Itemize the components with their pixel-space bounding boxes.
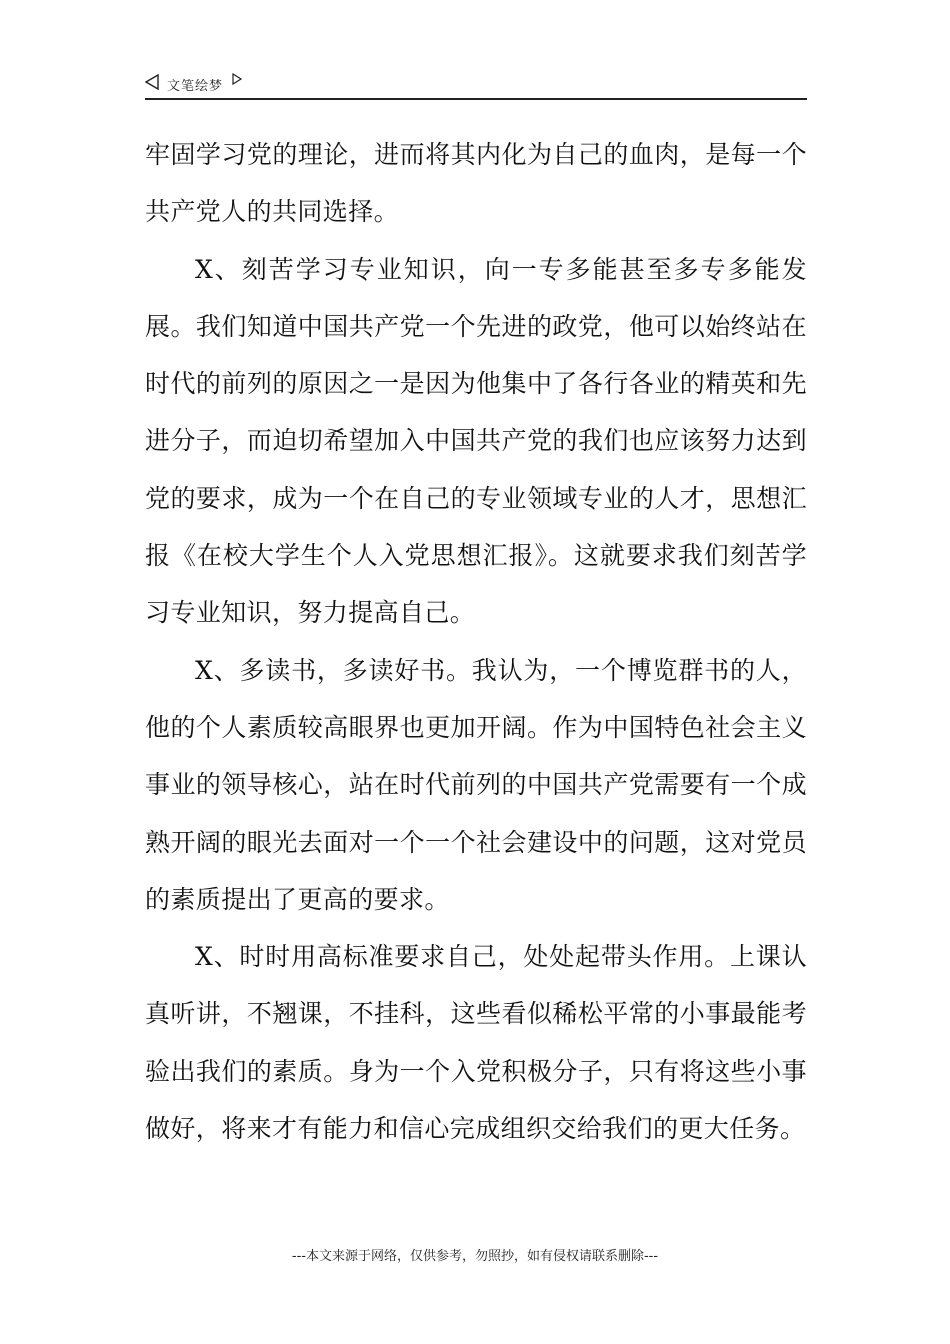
paragraph-reading: X、多读书，多读好书。我认为，一个博览群书的人，他的个人素质较高眼界也更加开阔。作为中国特色社会主义事业的领导核心，站在时代前列的中国共产党需要有一个成熟开阔的眼光去面对一个一个社会建设中的问题，这对党员的素质提出了更高的要求。: [145, 655, 807, 914]
paragraph-continuation: 牢固学习党的理论，进而将其内化为自己的血肉，是每一个共产党人的共同选择。: [145, 140, 807, 227]
paragraph-professional-study: X、刻苦学习专业知识，向一专多能甚至多专多能发展。我们知道中国共产党一个先进的政党，他可以始终站在时代的前列的原因之一是因为他集中了各行各业的精英和先进分子，而迫切希望加入中国共产党的我们也应该努力达到党的要求，成为一个在自己的专业领域专业的人才，思想汇报《在校大学生个人入党思想汇报》。这就要求我们刻苦学习专业知识，努力提高自己。: [145, 254, 807, 628]
paragraph-high-standards: X、时时用高标准要求自己，处处起带头作用。上课认真听讲，不翘课，不挂科，这些看似稀松平常的小事最能考验出我们的素质。身为一个入党积极分子，只有将这些小事做好，将来才有能力和信心完成组织交给我们的更大任务。: [145, 942, 807, 1144]
triangle-left-icon: [145, 74, 159, 90]
page-header: [145, 70, 807, 100]
header-title: 文笔绘梦: [167, 79, 224, 94]
page-footer-disclaimer: ---本文来源于网络，仅供参考，勿照抄，如有侵权请联系删除---: [291, 1249, 659, 1264]
triangle-right-icon: [232, 73, 242, 85]
document-body: [145, 126, 807, 1157]
